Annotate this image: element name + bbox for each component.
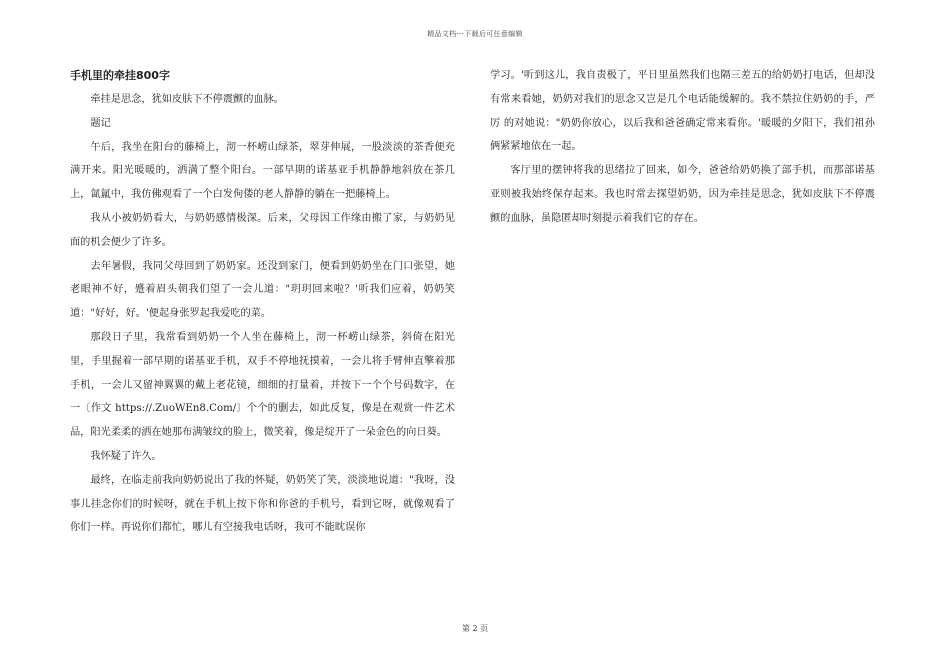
paragraph: 牵挂是思念，犹如皮肤下不停震颤的血脉。 (90, 94, 284, 105)
paragraph: 最终，在临走前我向奶奶说出了我的怀疑，奶奶笑了笑，淡淡地说道："我呀，没事儿挂念你们的时候呀，就在手机上按下你和你爸的手机号，看到它呀，就像观看了你们一样。再说你们都忙，哪儿有空接我电话呀，我可不能眈误你 (70, 474, 455, 534)
left-column (70, 64, 455, 540)
right-column (490, 64, 875, 231)
paragraph: 去年暑假，我同父母回到了奶奶家。还没到家门，便看到奶奶坐在门口张望，她老眼神不好，蹙着眉头朝我们望了一会儿道："玥玥回来啦？'听我们应着，奶奶笑道："好好，好。'便起身张罗起我爱吃的菜。 (70, 260, 455, 320)
paragraph: 我从小被奶奶看大，与奶奶感情极深。后来，父母因工作缘由搬了家，与奶奶见面的机会便少了许多。 (70, 212, 455, 248)
page-number: 第 2 页 (461, 624, 489, 633)
paragraph: 那段日子里，我常看到奶奶一个人坐在藤椅上，沏一杯崂山绿茶，斜倚在阳光里，手里握着一部早期的诺基亚手机，双手不停地抚摸着，一会儿将手臂伸直擎着那手机，一会儿又留神翼翼的戴上老花镜，细细的打量着，并按下一个个号码数字，在一〔作文 https://.ZuoWEn8.Com/〕个个的删去，如此反复，像是在观赏一件艺术品，阳光柔柔的洒在她那布满皱纹的脸上，微笑着，像是绽开了一朵金色的向日葵。 (70, 331, 455, 439)
paragraph: 我怀疑了许久。 (90, 450, 162, 462)
page-header: 精品文档---下载后可任意编辑 (427, 30, 523, 38)
article-title: 手机里的牵挂800字 (70, 69, 170, 82)
paragraph: 题记 (90, 117, 111, 129)
paragraph: 午后，我坐在阳台的藤椅上，沏一杯崂山绿茶，翠芽伸展，一股淡淡的茶香便充满开来。阳光暖暖的，洒满了整个阳台。一部早期的诺基亚手机静静地斜放在茶几上，氤氲中，我仿佛观看了一个白发佝偻的老人静静的躺在一把藤椅上。 (70, 141, 455, 201)
paragraph: 学习。'听到这儿，我自责极了，平日里虽然我们也隔三差五的给奶奶打电话，但却没有常来看她，奶奶对我们的思念又岂是几个电话能缓解的。我不禁拉住奶奶的手，严厉 的对她说："奶奶你放心，以后我和爸爸确定常来看你。'暖暖的夕阳下，我们祖孙俩紧紧地依在一起。 (490, 70, 875, 153)
paragraph: 客厅里的摆钟将我的思绪拉了回来，如今，爸爸给奶奶换了部手机，而那部诺基亚则被我始终保存起来。我也时常去探望奶奶，因为牵挂是思念，犹如皮肤下不停震颤的血脉，虽隐匿却时刻提示着我们它的存在。 (490, 165, 875, 224)
